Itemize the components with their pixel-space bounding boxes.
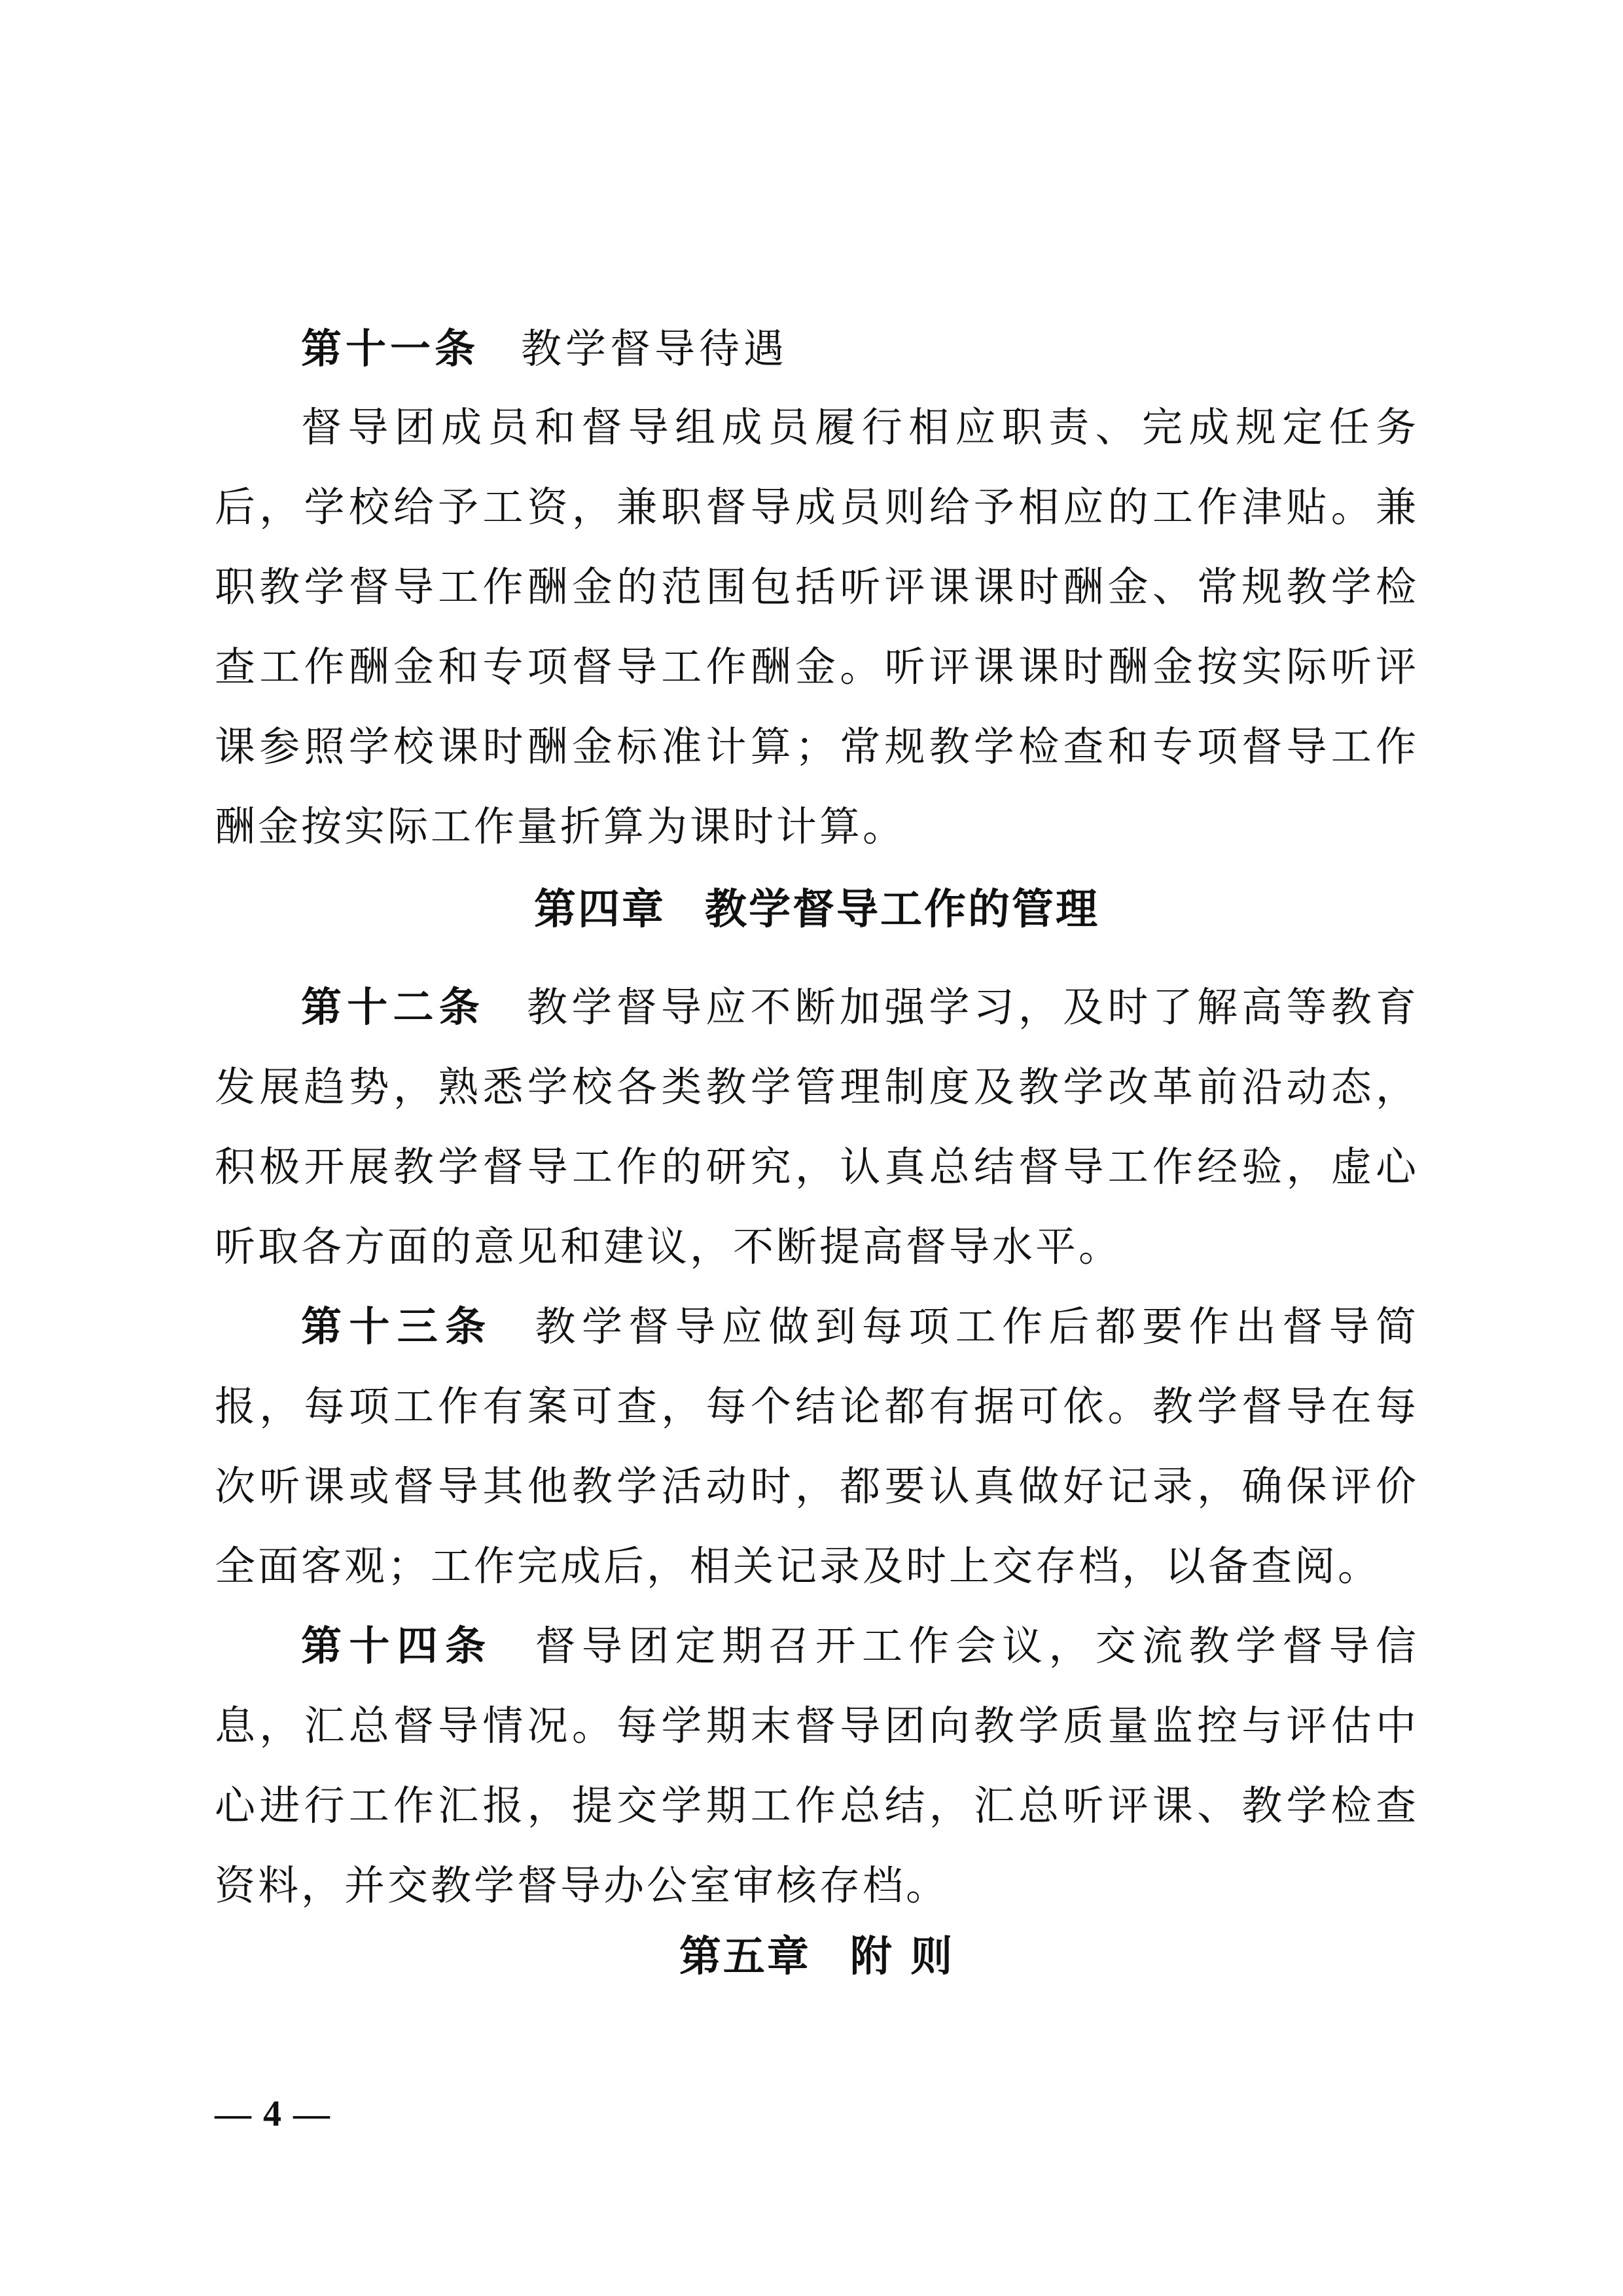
chapter-5-title: 附 则 bbox=[849, 1933, 955, 1981]
chapter-4-number: 第四章 bbox=[534, 886, 666, 934]
article-13 bbox=[215, 1287, 1419, 1606]
page-number: — 4 — bbox=[215, 2094, 331, 2134]
article-11-body: 督导团成员和督导组成员履行相应职责、完成规定任务后，学校给予工资，兼职督导成员则给予相应的工作津贴。兼职教学督导工作酬金的范围包括听评课课时酬金、常规教学检查工作酬金和专项督导工作酬金。听评课课时酬金按实际听评课参照学校课时酬金标准计算；常规教学检查和专项督导工作酬金按实际工作量折算为课时计算。 bbox=[215, 403, 1419, 850]
article-12-number: 第十二条 bbox=[301, 983, 486, 1031]
article-14 bbox=[215, 1606, 1419, 1926]
article-13-body: 教学督导应做到每项工作后都要作出督导简报，每项工作有案可查，每个结论都有据可依。教学督导在每次听课或督导其他教学活动时，都要认真做好记录，确保评价全面客观；工作完成后，相关记录及时上交存档，以备查阅。 bbox=[215, 1302, 1419, 1590]
article-11-heading bbox=[215, 309, 1419, 389]
chapter-5-heading bbox=[215, 1924, 1419, 1990]
article-14-body: 督导团定期召开工作会议，交流教学督导信息，汇总督导情况。每学期末督导团向教学质量监控与评估中心进行工作汇报，提交学期工作总结，汇总听评课、教学检查资料，并交教学督导办公室审核存档。 bbox=[215, 1622, 1419, 1909]
article-12-body: 教学督导应不断加强学习，及时了解高等教育发展趋势，熟悉学校各类教学管理制度及教学改革前沿动态，积极开展教学督导工作的研究，认真总结督导工作经验，虚心听取各方面的意见和建议，不断提高督导水平。 bbox=[215, 983, 1419, 1270]
article-11-number: 第十一条 bbox=[301, 325, 480, 372]
chapter-4-title: 教学督导工作的管理 bbox=[705, 886, 1099, 934]
article-14-number: 第十四条 bbox=[301, 1622, 493, 1670]
chapter-5-number: 第五章 bbox=[679, 1933, 811, 1981]
chapter-4-heading bbox=[215, 877, 1419, 942]
article-12 bbox=[215, 967, 1419, 1287]
article-13-number: 第十三条 bbox=[301, 1302, 493, 1350]
article-11-title: 教学督导待遇 bbox=[521, 325, 789, 372]
